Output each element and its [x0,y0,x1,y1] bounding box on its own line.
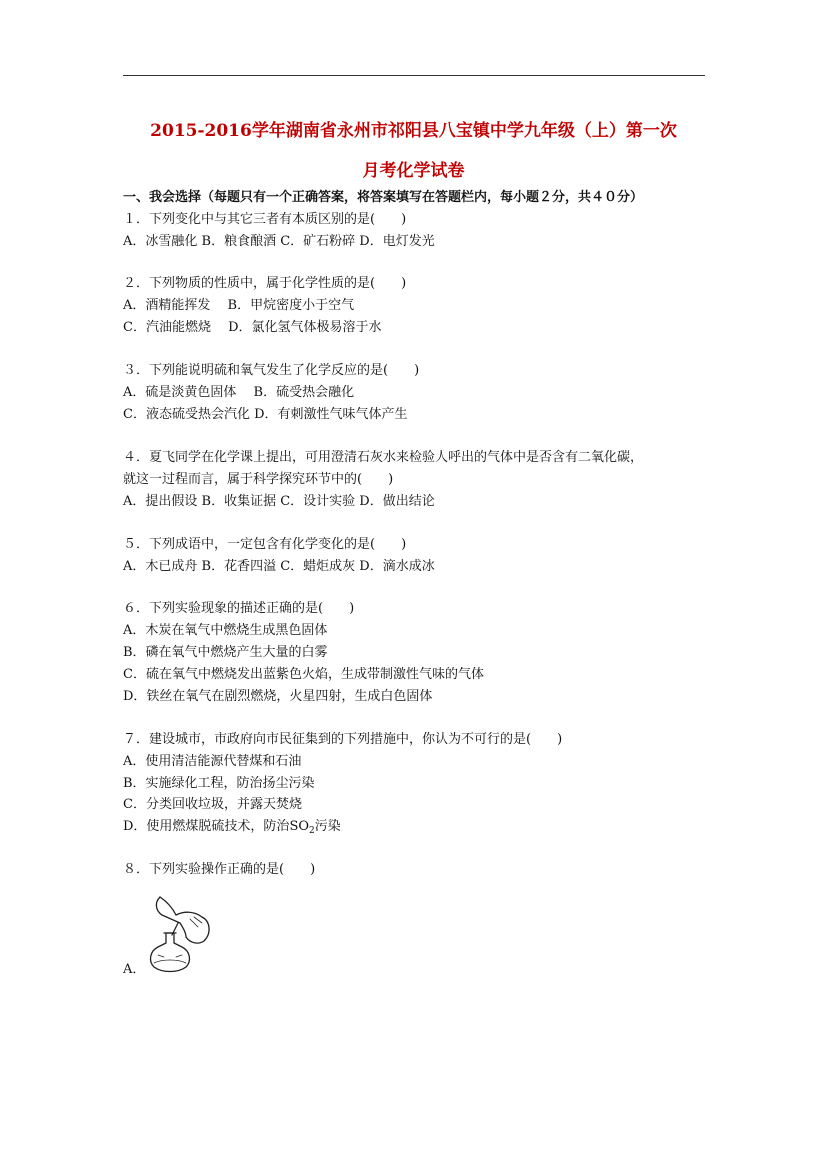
q3-options-1: A．硫是淡黄色固体 B．硫受热会融化 [123,385,355,400]
q7-option-c: C．分类回收垃圾，并露天焚烧 [123,797,302,812]
q1-options: A．冰雪融化 B．粮食酿酒 C．矿石粉碎 D．电灯发光 [123,234,435,249]
header-rule [123,75,705,76]
q2-options-2: C．汽油能燃烧 D．氯化氢气体极易溶于水 [123,320,382,335]
q7-option-a: A．使用清洁能源代替煤和石油 [123,754,302,769]
pouring-liquid-illustration [140,893,220,975]
q8-option-a-label: A． [123,962,146,977]
document-title-line1: 2015-2016学年湖南省永州市祁阳县八宝镇中学九年级（上）第一次 [150,121,677,141]
q3-stem: ３．下列能说明硫和氧气发生了化学反应的是( ) [123,363,420,378]
so2-formula-subscript: 2 [309,826,315,836]
q7-option-d-suffix: 污染 [314,819,341,834]
q6-option-b: B．磷在氧气中燃烧产生大量的白雾 [123,645,328,660]
q8-stem: ８．下列实验操作正确的是( ) [123,862,316,877]
q4-options: A．提出假设 B．收集证据 C．设计实验 D．做出结论 [123,494,435,509]
q2-stem: ２．下列物质的性质中，属于化学性质的是( ) [123,276,407,291]
q6-option-a: A．木炭在氧气中燃烧生成黑色固体 [123,623,328,638]
q7-option-d [123,819,341,839]
q2-options-1: A．酒精能挥发 B．甲烷密度小于空气 [123,298,355,313]
q6-stem: ６．下列实验现象的描述正确的是( ) [123,601,355,616]
q3-options-2: C．液态硫受热会汽化 D．有刺激性气味气体产生 [123,407,408,422]
q1-stem: １．下列变化中与其它三者有本质区别的是( ) [123,212,407,227]
q4-stem-1: ４．夏飞同学在化学课上提出，可用澄清石灰水来检验人呼出的气体中是否含有二氧化碳， [123,450,644,465]
q7-option-d-prefix: D．使用燃煤脱硫技术，防治 [123,819,290,834]
q7-stem: ７．建设城市，市政府向市民征集到的下列措施中，你认为不可行的是( ) [123,732,563,747]
q5-options: A．木已成舟 B．花香四溢 C．蜡炬成灰 D．滴水成冰 [123,559,435,574]
q5-stem: ５．下列成语中，一定包含有化学变化的是( ) [123,537,407,552]
q6-option-d: D．铁丝在氧气在剧烈燃烧，火星四射，生成白色固体 [123,689,433,704]
q7-option-b: B．实施绿化工程，防治扬尘污染 [123,776,315,791]
q4-stem-2: 就这一过程而言，属于科学探究环节中的( ) [123,472,394,487]
q6-option-c: C．硫在氧气中燃烧发出蓝紫色火焰，生成带制激性气味的气体 [123,667,484,682]
document-title-line2: 月考化学试卷 [362,161,465,181]
so2-formula [289,819,314,834]
so2-formula-base: SO [289,819,310,834]
section-heading: 一、我会选择（每题只有一个正确答案，将答案填写在答题栏内，每小题２分，共４０分） [123,190,644,205]
